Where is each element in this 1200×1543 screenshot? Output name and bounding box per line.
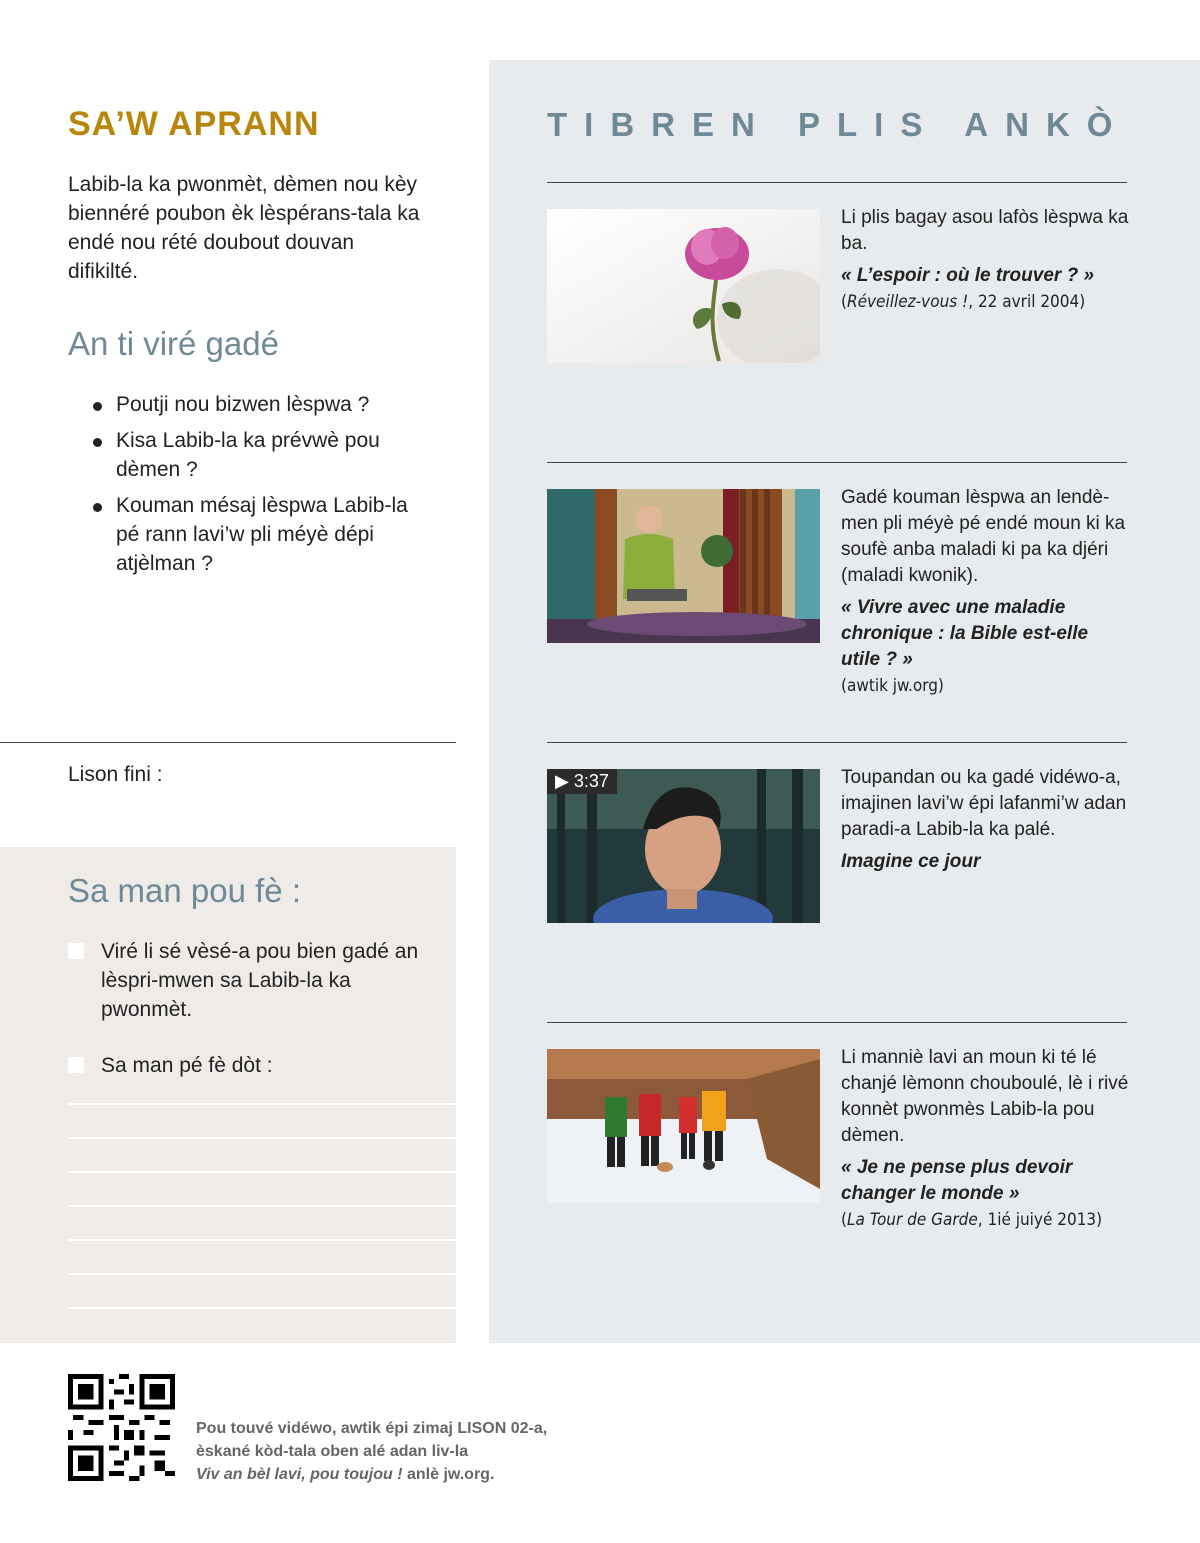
todo-item[interactable] [68, 937, 428, 1024]
entry-source: (La Tour de Garde, 1ié juiyé 2013) [841, 1210, 1103, 1230]
todo-panel [0, 847, 456, 1343]
recap-text: Labib-la ka pwonmèt, dèmen nou kèy biennéré poubon èk lèspérans-tala ka endé nou rété doubout douvan difikilté. [68, 173, 420, 283]
explore-heading: TIBREN PLIS ANKÒ [547, 106, 1130, 143]
entry-description: Li plis bagay asou lafòs lèspwa ka ba. [841, 207, 1129, 254]
writing-line[interactable] [68, 1307, 456, 1309]
review-question-list [90, 390, 410, 585]
todo-item-label: Viré li sé vèsé-a pou bien gadé an lèspri-mwen sa Labib-la ka pwonmèt. [101, 940, 419, 1021]
divider [547, 182, 1127, 183]
writing-line[interactable] [68, 1171, 456, 1173]
writing-line[interactable] [68, 1103, 456, 1105]
entry-source: (Réveillez-vous !, 22 avril 2004) [841, 292, 1086, 312]
video-duration: ▶ 3:37 [547, 769, 617, 794]
divider [547, 742, 1127, 743]
review-question: Kouman mésaj lèspwa Labib-la pé rann lavi’w pli méyè dépi atjèlman ? [90, 491, 410, 578]
entry-description: Li manniè lavi an moun ki té lé chanjé lèmonn chouboulé, lè i rivé konnèt pwonmès Labib-la pou dèmen. [841, 1047, 1129, 1146]
video-link[interactable]: Imagine ce jour [841, 851, 981, 872]
play-icon: ▶ [555, 771, 569, 791]
todo-heading: Sa man pou fè : [68, 872, 301, 909]
review-question: Kisa Labib-la ka prévwè pou dèmen ? [90, 426, 410, 484]
entry-text [841, 205, 1131, 315]
entry-image-flower[interactable] [547, 209, 820, 363]
todo-item-label: Sa man pé fè dòt : [101, 1054, 273, 1077]
entry-text [841, 765, 1131, 875]
writing-line[interactable] [68, 1273, 456, 1275]
entry-image-wheelchair[interactable] [547, 489, 820, 643]
qr-code-icon[interactable] [68, 1374, 175, 1481]
entry-source: (awtik jw.org) [841, 676, 944, 696]
entry-description: Gadé kouman lèspwa an lendè-men pli méyè pé endé moun ki ka soufè anba maladi ki pa ka djéri (maladi kwonik). [841, 487, 1126, 586]
review-question: Poutji nou bizwen lèspwa ? [90, 390, 410, 419]
checkbox[interactable] [68, 943, 84, 959]
divider [547, 1022, 1127, 1023]
article-link[interactable]: « L’espoir : où le trouver ? » [841, 265, 1095, 286]
entry-text [841, 485, 1131, 699]
footer-note: Pou touvé vidéwo, awtik épi zimaj LISON 02-a, èskané kòd-tala oben alé adan liv-la Viv an bèl lavi, pou toujou ! anlè jw.org. [196, 1420, 548, 1483]
video-thumbnail[interactable] [547, 769, 820, 923]
lesson-completed-label: Lison fini : [68, 763, 163, 786]
entry-text [841, 1045, 1131, 1233]
todo-item[interactable] [68, 1051, 428, 1080]
article-link[interactable]: « Vivre avec une maladie chronique : la Bible est-elle utile ? » [841, 597, 1089, 670]
writing-line[interactable] [68, 1205, 456, 1207]
book-title: Viv an bèl lavi, pou toujou ! [196, 1466, 403, 1483]
checkbox[interactable] [68, 1057, 84, 1073]
writing-line[interactable] [68, 1137, 456, 1139]
recap-heading: SA’W APRANN [68, 105, 320, 143]
entry-description: Toupandan ou ka gadé vidéwo-a, imajinen lavi’w épi lafanmi’w adan paradi-a Labib-la ka palé. [841, 767, 1127, 840]
entry-image-snow-walk[interactable] [547, 1049, 820, 1203]
review-heading: An ti viré gadé [68, 325, 279, 362]
article-link[interactable]: « Je ne pense plus devoir changer le monde » [841, 1157, 1073, 1204]
divider [0, 742, 456, 743]
writing-line[interactable] [68, 1239, 456, 1241]
divider [547, 462, 1127, 463]
